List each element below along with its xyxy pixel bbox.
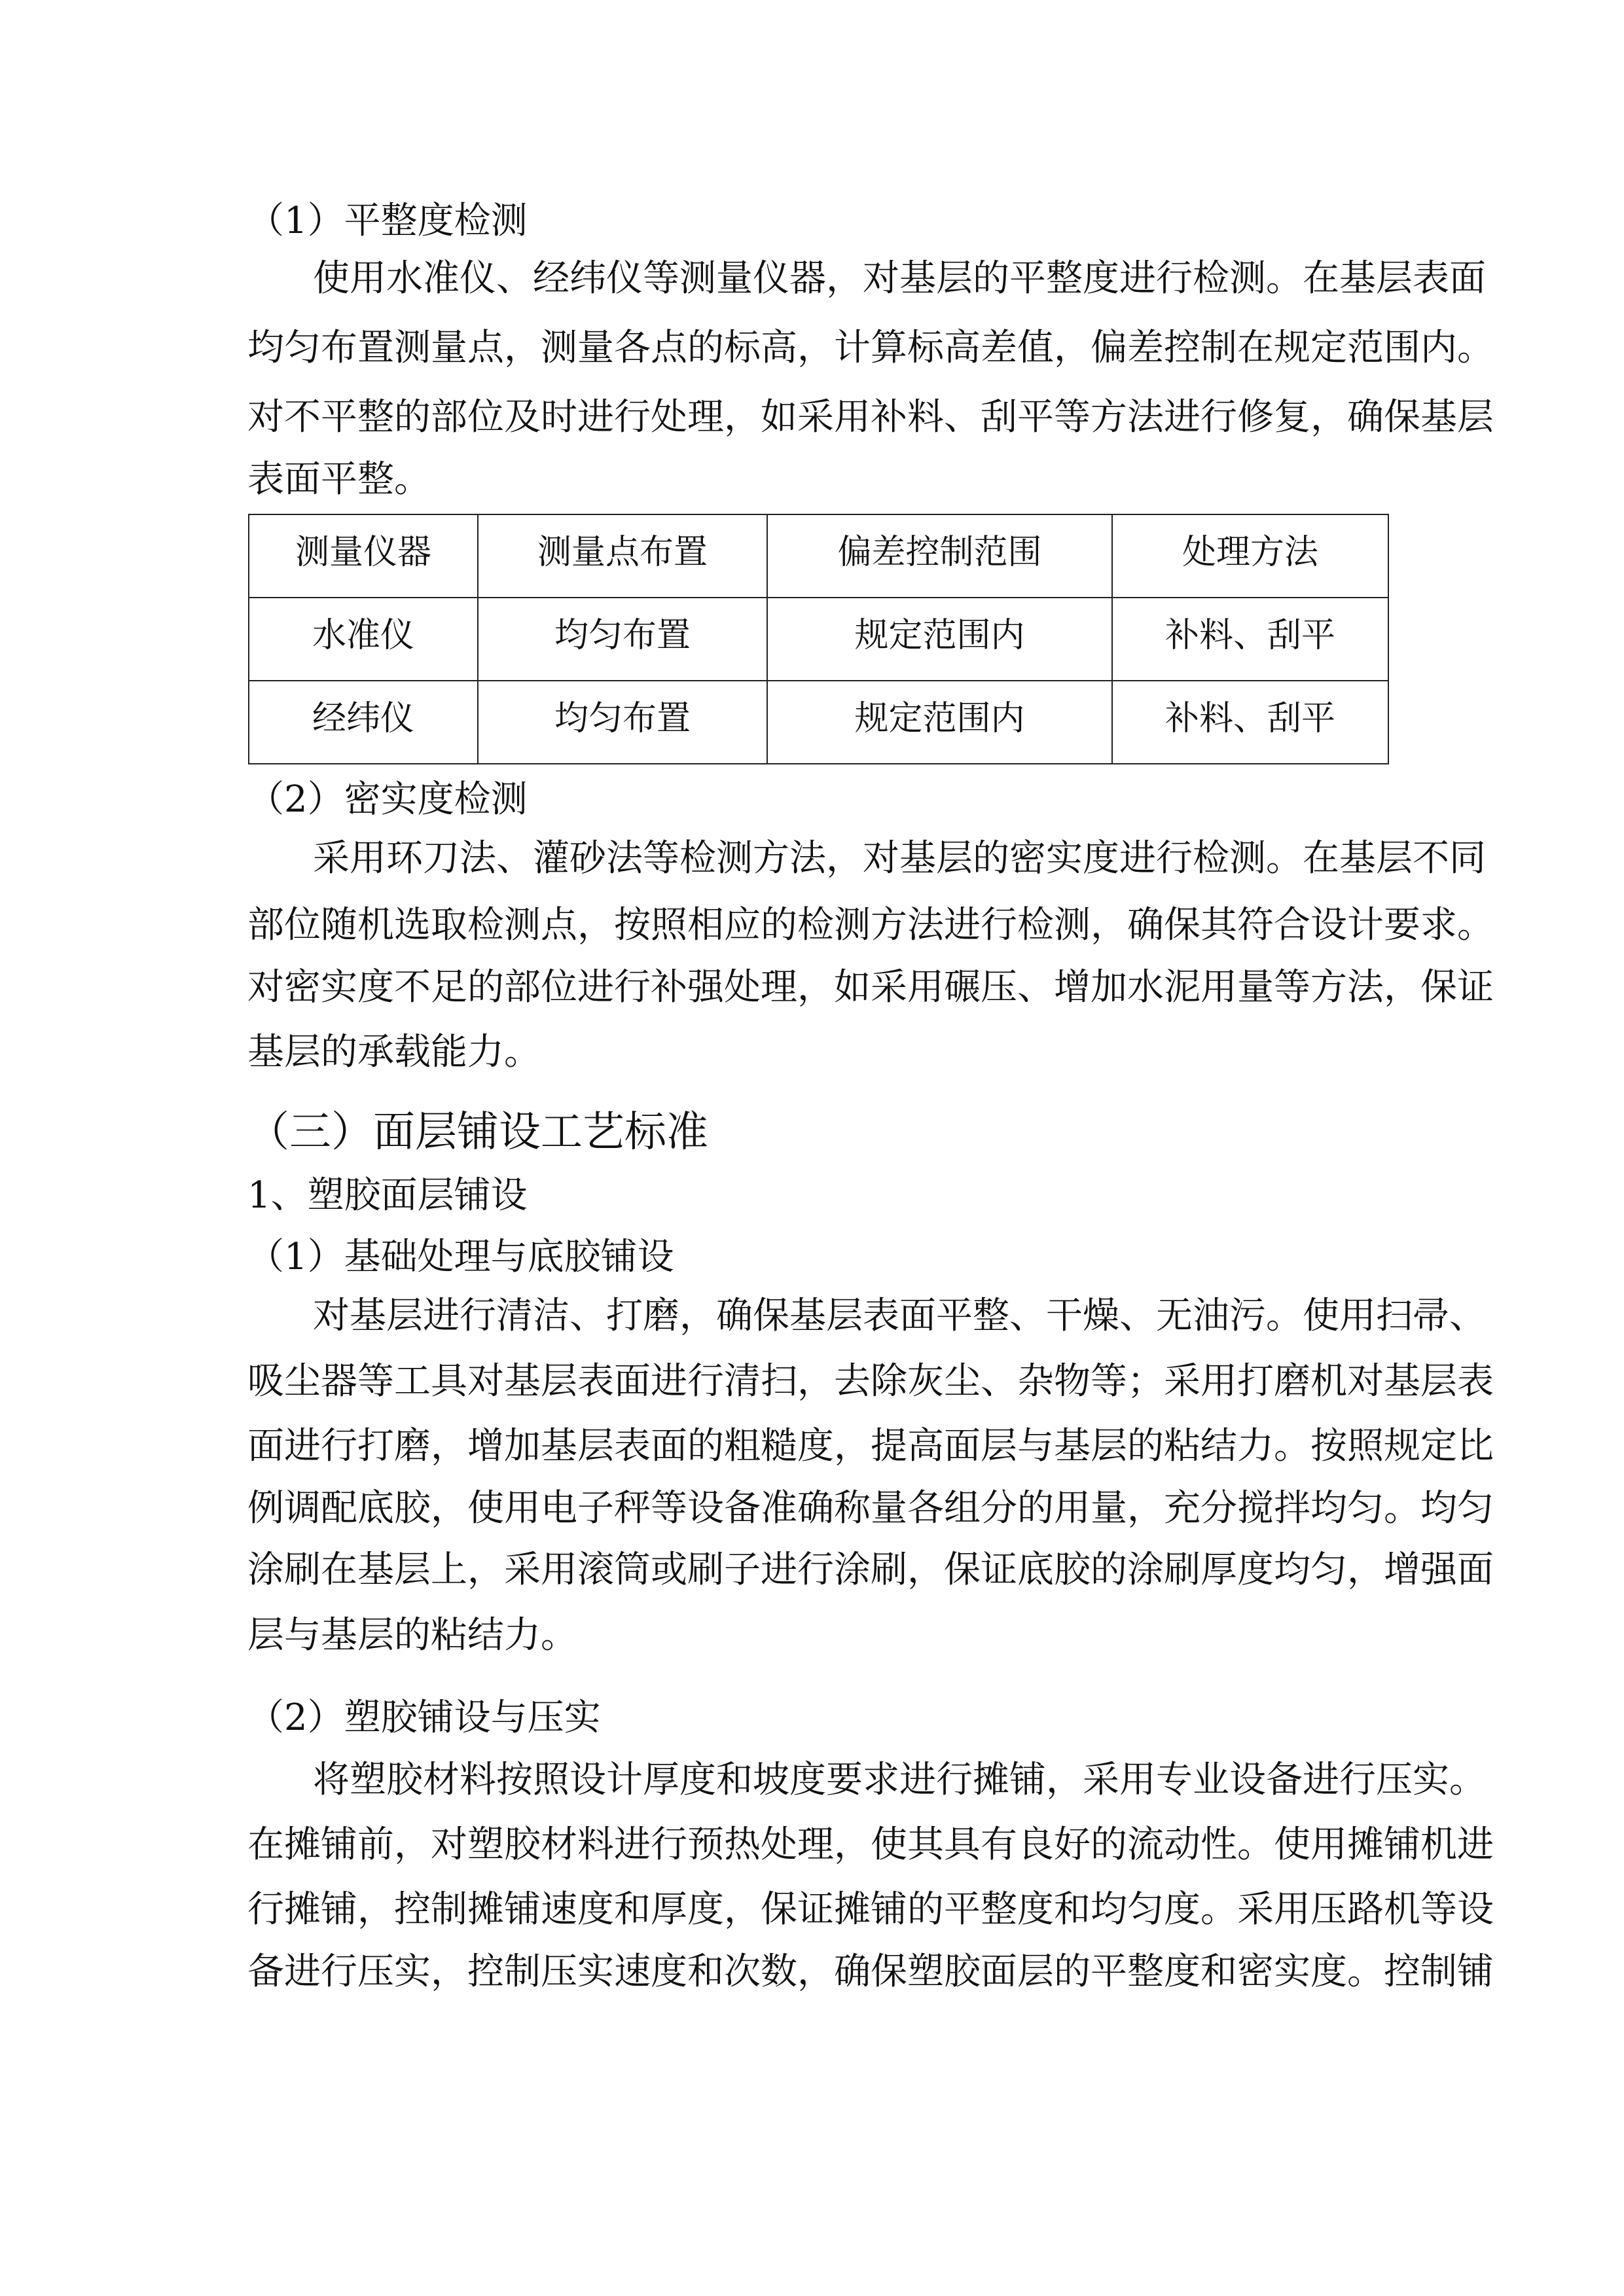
table-header-cell: 测量点布置 bbox=[478, 514, 767, 598]
paragraph-line: 对密实度不足的部位进行补强处理，如采用碾压、增加水泥用量等方法，保证 bbox=[247, 966, 1494, 1009]
paragraph-line: 吸尘器等工具对基层表面进行清扫，去除灰尘、杂物等；采用打磨机对基层表 bbox=[247, 1360, 1494, 1403]
table-header-row bbox=[249, 514, 1388, 598]
table-cell: 规定范围内 bbox=[767, 598, 1112, 681]
inspection-table bbox=[248, 514, 1389, 764]
table-cell: 均匀布置 bbox=[478, 598, 767, 681]
paragraph-line: 使用水准仪、经纬仪等测量仪器，对基层的平整度进行检测。在基层表面 bbox=[313, 257, 1486, 300]
table-cell: 规定范围内 bbox=[767, 681, 1112, 764]
section-heading: （2）密实度检测 bbox=[247, 778, 528, 821]
paragraph-line: 部位随机选取检测点，按照相应的检测方法进行检测，确保其符合设计要求。 bbox=[247, 904, 1494, 946]
section-heading: （1）基础处理与底胶铺设 bbox=[247, 1236, 674, 1278]
paragraph-line: 例调配底胶，使用电子秤等设备准确称量各组分的用量，充分搅拌均匀。均匀 bbox=[247, 1487, 1494, 1530]
table-header-cell: 偏差控制范围 bbox=[767, 514, 1112, 598]
table-header-cell: 测量仪器 bbox=[249, 514, 478, 598]
paragraph-line: 备进行压实，控制压实速度和次数，确保塑胶面层的平整度和密实度。控制铺 bbox=[247, 1950, 1494, 1993]
subsection-heading: 1、塑胶面层铺设 bbox=[247, 1174, 528, 1217]
table-cell: 补料、刮平 bbox=[1112, 598, 1388, 681]
paragraph-line: 涂刷在基层上，采用滚筒或刷子进行涂刷，保证底胶的涂刷厚度均匀，增强面 bbox=[247, 1549, 1494, 1591]
paragraph-line: 将塑胶材料按照设计厚度和坡度要求进行摊铺，采用专业设备进行压实。 bbox=[313, 1759, 1486, 1801]
table-header-cell: 处理方法 bbox=[1112, 514, 1388, 598]
paragraph-line: 基层的承载能力。 bbox=[247, 1031, 541, 1073]
paragraph-line: 均匀布置测量点，测量各点的标高，计算标高差值，偏差控制在规定范围内。 bbox=[247, 327, 1494, 369]
paragraph-line: 行摊铺，控制摊铺速度和厚度，保证摊铺的平整度和均匀度。采用压路机等设 bbox=[247, 1888, 1494, 1931]
chapter-heading: （三）面层铺设工艺标准 bbox=[247, 1108, 708, 1157]
paragraph-line: 采用环刀法、灌砂法等检测方法，对基层的密实度进行检测。在基层不同 bbox=[313, 837, 1486, 880]
paragraph-line: 在摊铺前，对塑胶材料进行预热处理，使其具有良好的流动性。使用摊铺机进 bbox=[247, 1823, 1494, 1866]
paragraph-line: 层与基层的粘结力。 bbox=[247, 1614, 577, 1657]
table-cell: 均匀布置 bbox=[478, 681, 767, 764]
paragraph-line: 表面平整。 bbox=[247, 458, 431, 501]
table-cell: 经纬仪 bbox=[249, 681, 478, 764]
paragraph-line: 面进行打磨，增加基层表面的粗糙度，提高面层与基层的粘结力。按照规定比 bbox=[247, 1425, 1494, 1467]
table-cell: 补料、刮平 bbox=[1112, 681, 1388, 764]
paragraph-line: 对基层进行清洁、打磨，确保基层表面平整、干燥、无油污。使用扫帚、 bbox=[313, 1295, 1486, 1337]
section-heading: （1）平整度检测 bbox=[247, 200, 528, 242]
table-cell: 水准仪 bbox=[249, 598, 478, 681]
paragraph-line: 对不平整的部位及时进行处理，如采用补料、刮平等方法进行修复，确保基层 bbox=[247, 396, 1494, 439]
section-heading: （2）塑胶铺设与压实 bbox=[247, 1696, 601, 1739]
table-row bbox=[249, 681, 1388, 764]
table-row bbox=[249, 598, 1388, 681]
